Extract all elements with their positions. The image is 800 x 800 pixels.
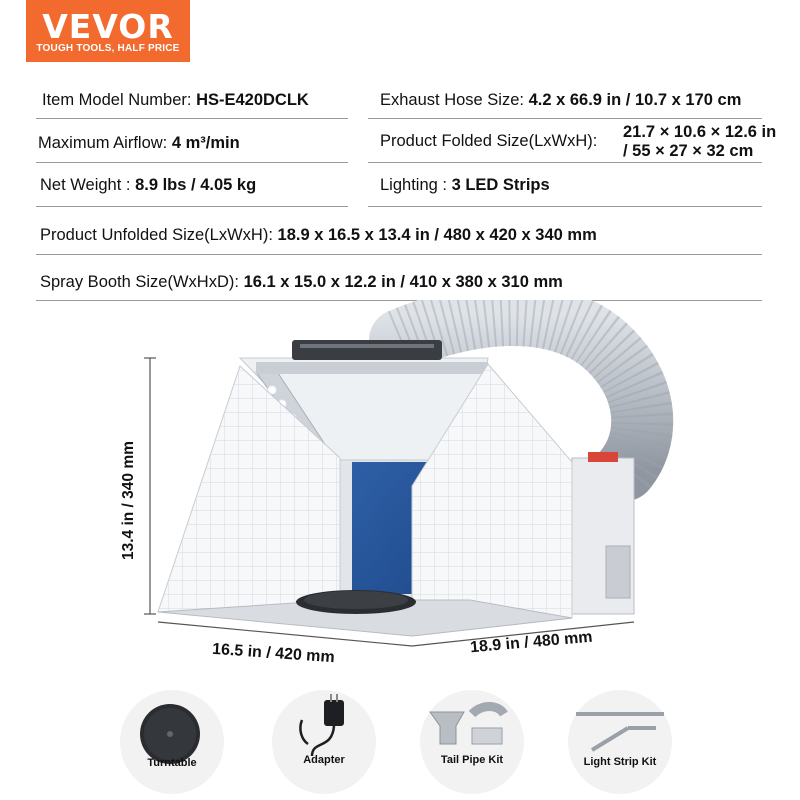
spec-lighting (380, 176, 550, 195)
turntable-icon (120, 690, 224, 794)
accessory-label: Light Strip Kit (583, 756, 657, 768)
spec-lighting-value: 3 LED Strips (451, 176, 550, 194)
spec-hose-label: Exhaust Hose Size: (380, 91, 529, 109)
spec-folded-label: Product Folded Size(LxWxH): (380, 132, 598, 150)
dimension-height: 13.4 in / 340 mm (120, 441, 137, 560)
accessory-label: Tail Pipe Kit (440, 754, 504, 766)
spec-booth-value: 16.1 x 15.0 x 12.2 in / 410 x 380 x 310 mm (243, 273, 563, 291)
accessory-adapter (272, 690, 376, 794)
spec-hose-value: 4.2 x 66.9 in / 10.7 x 170 cm (528, 91, 742, 109)
accessory-label: Adapter (303, 754, 345, 766)
divider (36, 118, 348, 119)
spec-weight-label: Net Weight : (40, 176, 136, 194)
spec-folded-value-1 (623, 123, 776, 142)
light-strip-kit-icon (568, 690, 672, 794)
spec-model (42, 91, 309, 110)
divider (36, 206, 348, 207)
spec-unfolded-label: Product Unfolded Size(LxWxH): (40, 226, 278, 244)
brand-logo (26, 0, 190, 62)
accessory-turntable (120, 690, 224, 794)
spec-hose (380, 91, 741, 110)
accessory-tail-pipe-kit (420, 690, 524, 794)
dimension-depth: 16.5 in / 420 mm (211, 640, 336, 667)
spec-airflow (38, 134, 240, 153)
divider (36, 162, 348, 163)
spec-unfolded-value: 18.9 x 16.5 x 13.4 in / 480 x 420 x 340 mm (277, 226, 597, 244)
brand-tagline: TOUGH TOOLS, HALF PRICE (36, 43, 180, 54)
brand-name: VEVOR (42, 7, 174, 46)
spec-weight-value: 8.9 lbs / 4.05 kg (135, 176, 257, 194)
spec-airflow-value: 4 m³/min (171, 134, 240, 152)
divider (368, 118, 762, 119)
tail-pipe-kit-icon (420, 690, 524, 794)
spec-weight (40, 176, 256, 195)
spec-model-label: Item Model Number: (42, 91, 197, 109)
dimension-width: 18.9 in / 480 mm (469, 628, 594, 657)
adapter-icon (272, 690, 376, 794)
top-vent (292, 340, 442, 360)
spec-unfolded (40, 226, 597, 245)
spec-booth-label: Spray Booth Size(WxHxD): (40, 273, 244, 291)
spec-airflow-label: Maximum Airflow: (38, 134, 172, 152)
accessory-label: Turntable (147, 757, 197, 769)
spec-model-value: HS-E420DCLK (196, 91, 309, 109)
spec-folded-value-line1: 21.7 × 10.6 × 12.6 in (623, 123, 777, 141)
divider (368, 206, 762, 207)
accessory-light-strip-kit (568, 690, 672, 794)
divider (36, 254, 762, 255)
spec-folded-value-line2: / 55 × 27 × 32 cm (623, 142, 754, 160)
divider (368, 162, 762, 163)
spec-booth (40, 273, 563, 292)
spec-folded-value-2 (623, 142, 753, 161)
spec-lighting-label: Lighting : (380, 176, 452, 194)
